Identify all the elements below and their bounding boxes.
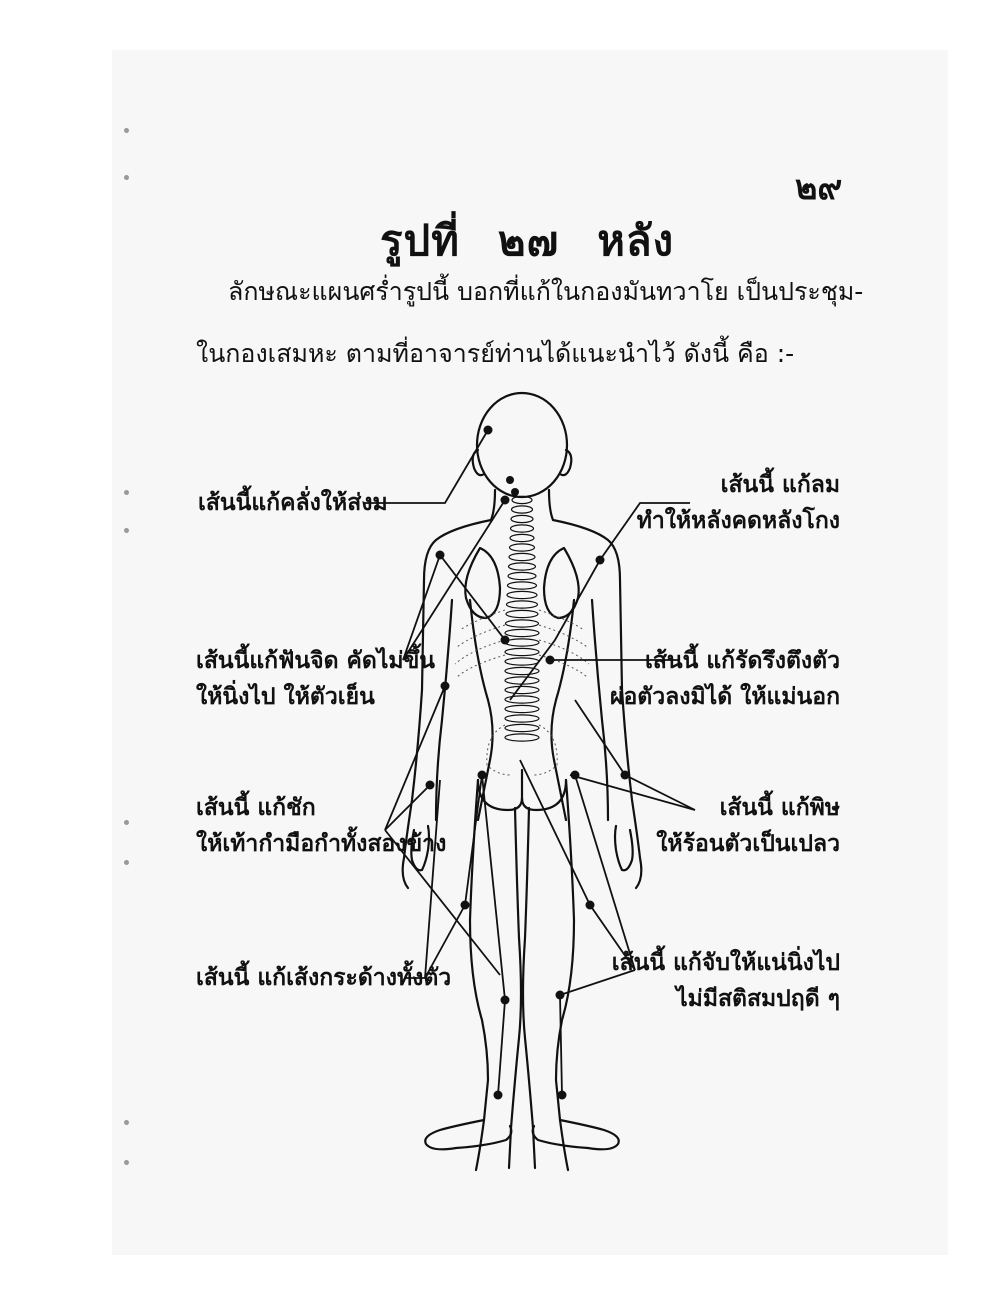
label-line: เส้นนี้ แก้ชัก <box>196 795 316 821</box>
vertebra <box>508 582 537 589</box>
spine <box>505 496 539 741</box>
vertebra <box>507 591 537 598</box>
label-line: เส้นนี้แก้ฟันจิด คัดไม่ขึ้น <box>196 648 436 674</box>
label-left-1 <box>198 485 388 521</box>
label-right-4 <box>612 945 840 1017</box>
vertebra <box>512 506 533 513</box>
vertebra <box>506 620 539 627</box>
label-left-3 <box>196 790 446 862</box>
title-number: ๒๗ <box>497 216 560 265</box>
label-line: เส้นนี้แก้คลั่งให้ส่งม <box>198 490 388 516</box>
vertebra <box>505 648 539 655</box>
label-line: เส้นนี้ แก้พิษ <box>719 795 840 821</box>
label-line: เส้นนี้ แก้รัดรึงตึงตัว <box>645 648 840 674</box>
acupoints <box>426 426 630 1100</box>
label-line: เส้นนี้ แก้ลม <box>720 472 840 498</box>
left-foot <box>425 1120 511 1149</box>
label-line: ให้เท้ากำมือกำทั้งสองข้าง <box>196 831 447 857</box>
label-line: ทำให้หลังคดหลังโกง <box>636 508 840 534</box>
intro-line: ลักษณะแผนศร่ำรูปนี้ บอกที่แก้ในกองมันทวาโย เป็นประชุม- <box>228 277 864 306</box>
vertebra <box>509 553 535 560</box>
label-right-1 <box>637 467 840 539</box>
vertebra <box>505 686 539 693</box>
label-right-2 <box>610 643 840 715</box>
label-line: ไม่มีสติสมปฤดี ๆ <box>676 986 840 1012</box>
page-number: ๒๙ <box>795 168 843 208</box>
vertebra <box>505 629 539 636</box>
vertebra <box>510 534 534 541</box>
vertebra <box>510 544 535 551</box>
vertebra <box>505 715 539 722</box>
vertebra <box>511 525 534 532</box>
label-line: ให้นิ่งไป ให้ตัวเย็น <box>196 684 375 710</box>
vertebra <box>509 563 536 570</box>
label-line: เส้นนี้ แก้เส้งกระด้างทั้งตัว <box>196 965 452 991</box>
label-line: ให้ร้อนตัวเป็นเปลว <box>656 831 840 857</box>
vertebra <box>505 734 539 741</box>
label-right-3 <box>656 790 840 862</box>
label-left-2 <box>196 643 435 715</box>
vertebra <box>506 610 538 617</box>
title-word: รูปที่ <box>380 216 460 265</box>
label-line: ผ่อตัวลงมิได้ ให้แม่นอก <box>610 684 840 710</box>
vertebra <box>505 639 539 646</box>
vertebra <box>511 515 533 522</box>
title-word: หลัง <box>597 216 675 265</box>
leg-outline <box>470 780 488 1170</box>
vertebra <box>508 572 536 579</box>
label-left-4 <box>196 960 451 996</box>
vertebra <box>505 724 539 731</box>
intro-line: ในกองเสมหะ ตามที่อาจารย์ท่านได้แนะนำไว้ ดังนี้ คือ :- <box>196 339 795 368</box>
label-line: เส้นนี้ แก้จับให้แน่นิ่งไป <box>611 950 840 976</box>
vertebra <box>505 658 539 665</box>
vertebra <box>505 705 539 712</box>
right-foot <box>533 1120 619 1149</box>
head-outline <box>477 393 567 497</box>
vertebra <box>507 601 538 608</box>
